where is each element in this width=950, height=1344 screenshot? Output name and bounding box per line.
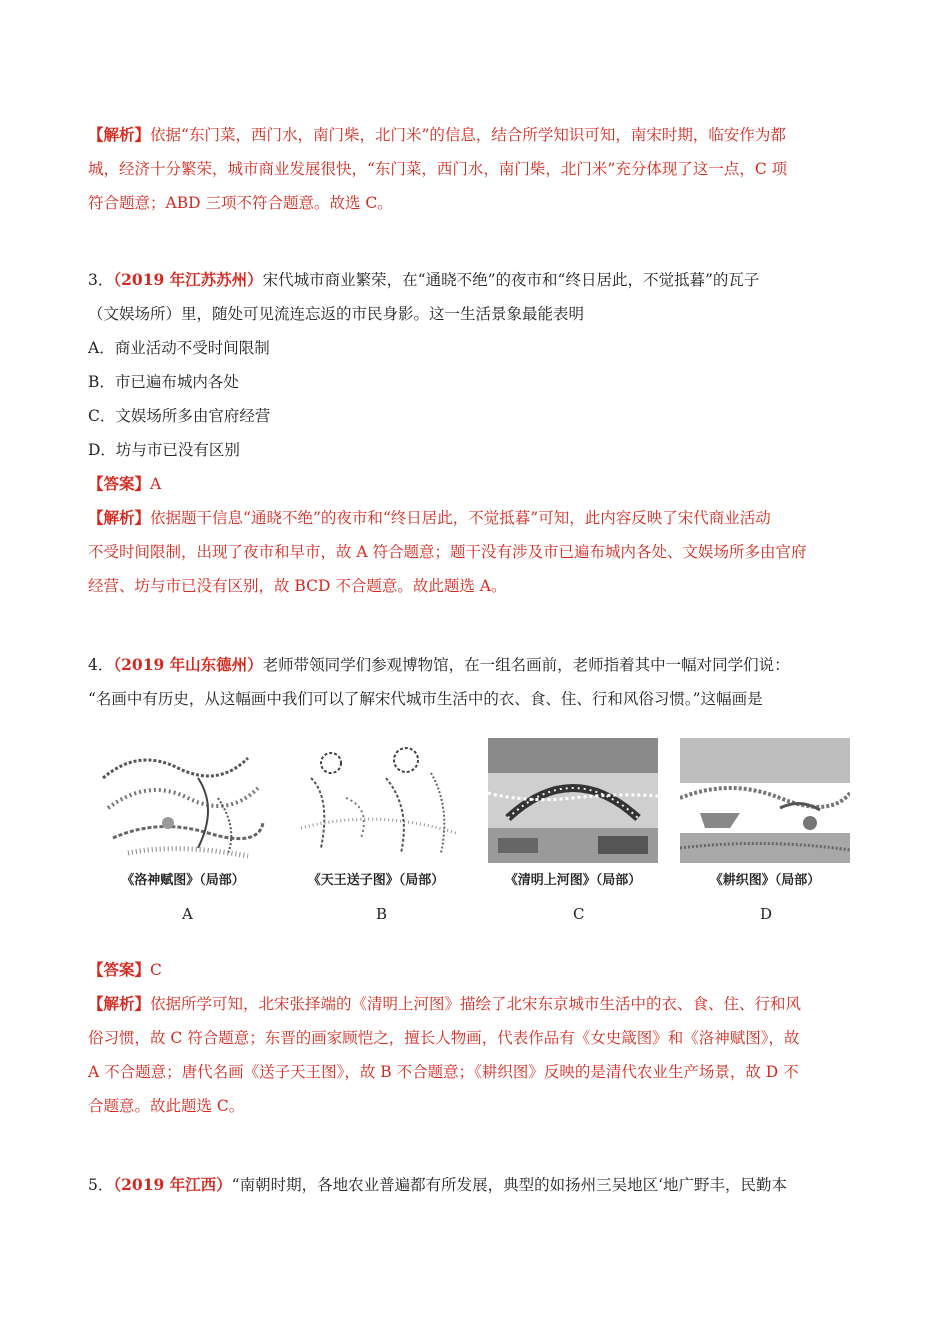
option-d: D．坊与市已没有区别 <box>88 441 240 459</box>
question-source: （2019 年江西） <box>113 1175 232 1194</box>
option-c: C．文娱场所多由官府经营 <box>88 407 271 425</box>
analysis-line: 合题意。故此题选 C。 <box>88 1097 245 1115</box>
analysis-line: 经营、坊与市已没有区别，故 BCD 不合题意。故此题选 A。 <box>88 577 507 595</box>
analysis-line: 俗习惯，故 C 符合题意；东晋的画家顾恺之，擅长人物画，代表作品有《女史箴图》和《洛神赋图》，故 <box>88 1029 800 1047</box>
question-4 <box>88 648 868 716</box>
figure-b <box>291 738 461 888</box>
analysis-line: 城，经济十分繁荣，城市商业发展很快，“东门菜，西门水，南门柴，北门米”充分体现了这一点，C 项 <box>88 160 788 178</box>
analysis-line: 依据题干信息“通晓不绝”的夜市和“终日居此，不觉抵暮”可知，此内容反映了宋代商业活动 <box>150 509 771 527</box>
option-a: A．商业活动不受时间限制 <box>88 339 270 357</box>
painting-qingming-image <box>488 738 658 863</box>
question-source: （2019 年江苏苏州） <box>113 270 263 289</box>
figure-letter-a: A <box>182 905 193 923</box>
analysis-line: 不受时间限制，出现了夜市和早市，故 A 符合题意；题干没有涉及市已遍布城内各处、文娱场所多由官府 <box>88 543 807 561</box>
figure-letter-d: D <box>760 905 773 923</box>
answer-tag: 【答案】 <box>88 960 151 979</box>
figure-d <box>680 738 850 888</box>
analysis-line: A 不合题意；唐代名画《送子天王图》，故 B 不合题意；《耕织图》反映的是清代农业生产场景，故 D 不 <box>88 1063 799 1081</box>
figure-caption: 《清明上河图》（局部） <box>504 873 642 888</box>
question-stem: 宋代城市商业繁荣，在“通晓不绝”的夜市和“终日居此，不觉抵暮”的瓦子 <box>262 271 760 289</box>
question-5 <box>88 1168 868 1202</box>
figure-letter-c: C <box>573 905 585 923</box>
question-number: 3． <box>88 271 114 289</box>
question-source: （2019 年山东德州） <box>113 655 263 674</box>
analysis-line: 依据“东门菜，西门水，南门柴，北门米”的信息，结合所学知识可知，南宋时期，临安作为都 <box>150 126 786 144</box>
painting-luoshen-image <box>98 738 268 863</box>
answer-value: A <box>150 475 162 493</box>
figure-caption: 《洛神赋图》（局部） <box>121 873 245 888</box>
prev-analysis <box>88 118 868 220</box>
analysis-line: 依据所学可知，北宋张择端的《清明上河图》描绘了北宋东京城市生活中的衣、食、住、行和风 <box>150 995 802 1013</box>
answer-tag: 【答案】 <box>88 474 151 493</box>
figure-c <box>488 738 658 888</box>
analysis-tag: 【解析】 <box>88 508 151 527</box>
painting-gengzhi-image <box>680 738 850 863</box>
analysis-tag: 【解析】 <box>88 125 151 144</box>
question-stem: “名画中有历史，从这幅画中我们可以了解宋代城市生活中的衣、食、住、行和风俗习惯。”这幅画是 <box>88 690 763 708</box>
figure-a <box>98 738 268 888</box>
question-4-answer <box>88 953 868 1123</box>
question-number: 5． <box>88 1176 114 1194</box>
analysis-line: 符合题意；ABD 三项不符合题意。故选 C。 <box>88 194 393 212</box>
figure-caption: 《天王送子图》（局部） <box>307 873 445 888</box>
question-stem: “南朝时期，各地农业普遍都有所发展，典型的如扬州三吴地区‘地广野丰，民勤本 <box>231 1176 788 1194</box>
question-3 <box>88 263 868 603</box>
figure-caption: 《耕织图》（局部） <box>709 873 821 888</box>
question-number: 4． <box>88 656 114 674</box>
figure-letter-b: B <box>376 905 388 923</box>
option-b: B．市已遍布城内各处 <box>88 373 239 391</box>
painting-tianwang-image <box>291 738 461 863</box>
question-stem: 老师带领同学们参观博物馆，在一组名画前，老师指着其中一幅对同学们说： <box>262 656 790 674</box>
answer-value: C <box>150 961 162 979</box>
question-stem: （文娱场所）里，随处可见流连忘返的市民身影。这一生活景象最能表明 <box>88 305 585 323</box>
analysis-tag: 【解析】 <box>88 994 151 1013</box>
